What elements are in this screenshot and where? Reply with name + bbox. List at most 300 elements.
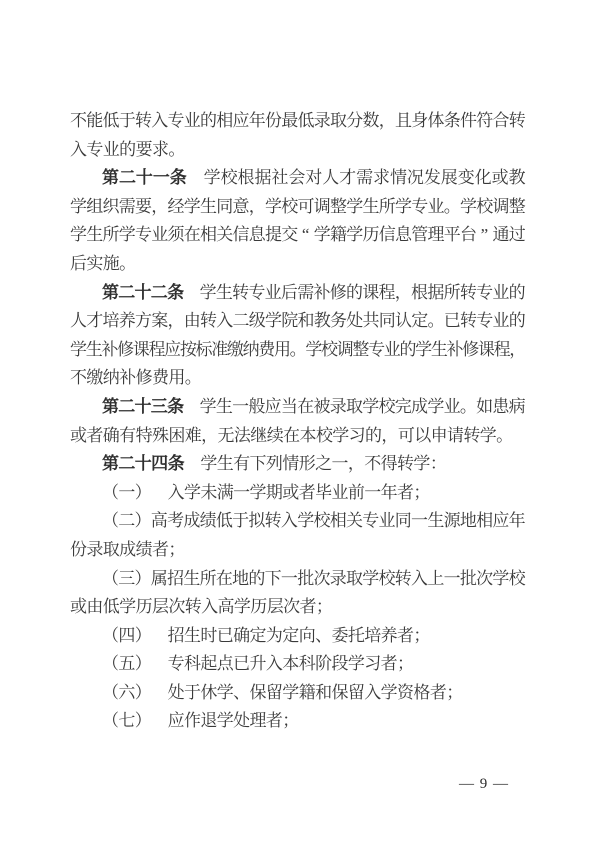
body-char: 作 (183, 711, 201, 731)
body-char: 专 (362, 511, 380, 531)
body-char: 学 (249, 482, 267, 502)
body-char: 务 (330, 311, 347, 331)
body-char: 学 (282, 682, 300, 702)
body-char: 的 (248, 568, 266, 588)
body-char: （ (102, 654, 119, 674)
article-heading-char: 二 (118, 168, 136, 188)
body-char: 二 (232, 311, 250, 331)
body-char: 合 (492, 111, 510, 130)
body-char: 本 (282, 654, 300, 674)
body-char: 取 (345, 568, 363, 588)
body-char: 学 (346, 225, 364, 245)
body-char: 者 (86, 425, 104, 445)
body-char: ） (134, 482, 152, 502)
body-char: （ (102, 711, 119, 731)
body-char: 不 (70, 111, 87, 130)
body-char: 补 (119, 368, 137, 388)
body-char: 才 (339, 168, 357, 188)
body-char: 案 (151, 311, 169, 331)
body-char: ， (151, 196, 169, 216)
body-char: 向 (298, 625, 316, 645)
body-char: 准 (211, 339, 229, 359)
body-char: 和 (315, 682, 333, 702)
body-char: 确 (102, 425, 120, 445)
body-char: 学 (305, 339, 323, 359)
body-char: 符 (476, 111, 494, 130)
body-char: 录 (86, 539, 104, 559)
body-char: 二 (118, 511, 136, 531)
body-char: 况 (406, 168, 424, 188)
body-char: 成 (119, 539, 137, 559)
body-char: 者 (298, 482, 316, 502)
text-line (70, 307, 525, 336)
body-char: 用 (168, 368, 186, 388)
body-char: 点 (216, 654, 234, 674)
body-char: 历 (362, 225, 380, 245)
body-char: 完 (394, 396, 412, 416)
body-char: 留 (347, 682, 365, 702)
body-char: 所 (378, 196, 396, 216)
body-char: 不 (364, 454, 382, 474)
body-char: 学 (460, 196, 477, 216)
body-char: 校 (378, 568, 396, 588)
body-char: 学 (347, 654, 365, 674)
body-char: （ (102, 511, 119, 531)
text-line (70, 679, 525, 708)
body-char: 年 (380, 482, 398, 502)
body-char: 取 (102, 539, 120, 559)
body-char: 业 (492, 282, 510, 302)
body-char: 五 (118, 654, 136, 674)
body-char: 培 (102, 311, 120, 331)
body-char: 意 (232, 196, 250, 216)
body-char: 习 (348, 425, 366, 445)
body-char: 在 (215, 568, 233, 588)
body-char: 殊 (151, 425, 169, 445)
body-char: 会 (288, 168, 306, 188)
article-heading-char: 十 (134, 282, 152, 302)
body-char: 年 (508, 511, 526, 531)
body-char: ； (168, 539, 186, 559)
body-char: 纳 (102, 368, 120, 388)
body-char: 。 (427, 311, 445, 331)
article-heading-char: 第 (102, 396, 119, 416)
body-char: 录 (329, 568, 347, 588)
body-char: 可 (297, 196, 315, 216)
body-char: 学 (265, 196, 282, 216)
text-line (70, 450, 525, 479)
body-char: 需 (118, 196, 136, 216)
body-char: 学 (216, 682, 234, 702)
body-char: ） (134, 511, 152, 531)
body-char: 入 (151, 111, 169, 130)
body-char: ， (509, 339, 527, 359)
body-char: （ (102, 682, 119, 702)
body-char: ； (413, 625, 431, 645)
body-char: 低 (297, 111, 315, 130)
body-char (151, 679, 167, 708)
body-char: 未 (200, 482, 218, 502)
body-char: 录 (329, 396, 347, 416)
text-line (70, 221, 525, 250)
body-char: 学 (297, 511, 315, 531)
body-char: 校 (378, 396, 396, 416)
body-char: 学 (200, 454, 218, 474)
body-char: ” (480, 225, 489, 245)
body-char: ） (134, 568, 152, 588)
article-heading-char: 四 (151, 454, 169, 474)
article-heading-char: 条 (169, 168, 187, 188)
body-char: 低 (215, 511, 233, 531)
body-char: 学 (70, 339, 87, 359)
body-char: 为 (265, 625, 283, 645)
body-char: 生 (85, 339, 103, 359)
body-char: 地 (232, 568, 250, 588)
body-char: 学 (118, 225, 136, 245)
body-char: 次 (283, 597, 301, 617)
body-char: 经 (167, 196, 185, 216)
body-char: 业 (102, 139, 120, 159)
body-char (184, 450, 200, 479)
body-char: 缴 (86, 368, 104, 388)
body-char: 层 (266, 597, 284, 617)
body-char: 招 (167, 625, 185, 645)
body-char (151, 479, 167, 508)
body-char: 教 (508, 168, 526, 188)
body-char: 生 (86, 225, 104, 245)
body-char: 对 (305, 168, 323, 188)
body-char: 整 (352, 339, 370, 359)
body-char: 课 (132, 339, 150, 359)
body-char: 转 (459, 282, 477, 302)
body-char: 业 (443, 396, 461, 416)
body-char: 、 (233, 682, 251, 702)
body-char: 籍 (298, 682, 316, 702)
body-char: 养 (118, 311, 136, 331)
body-char: 专 (476, 282, 494, 302)
body-char: 要 (135, 139, 153, 159)
body-char: 理 (427, 225, 445, 245)
body-char: 之 (315, 454, 333, 474)
body-char: 的 (508, 282, 526, 302)
body-char: 法 (233, 425, 251, 445)
body-char: 处 (346, 311, 364, 331)
body-char: 最 (281, 111, 299, 130)
body-char: 转 (264, 511, 282, 531)
body-char: 费 (151, 368, 169, 388)
body-char: 年 (248, 111, 266, 130)
body-char: 的 (399, 339, 417, 359)
body-char: 者 (299, 597, 317, 617)
body-char: 历 (135, 597, 153, 617)
body-char: 件 (460, 111, 477, 130)
body-char: 满 (216, 482, 234, 502)
body-char: 生 (200, 196, 217, 216)
body-char: 成 (183, 511, 201, 531)
body-char (151, 707, 167, 736)
body-char: 专 (135, 225, 152, 245)
body-char: 批 (459, 568, 477, 588)
article-heading-char: 条 (167, 396, 185, 416)
body-char: 院 (281, 311, 299, 331)
text-line (70, 565, 525, 594)
body-char: 业 (183, 111, 201, 130)
body-char: 入 (70, 139, 87, 159)
body-char: 一 (443, 568, 461, 588)
body-char: 所 (102, 225, 120, 245)
body-char: 形 (298, 454, 316, 474)
body-char: 修 (462, 339, 480, 359)
body-char: 一 (280, 568, 298, 588)
body-char: 课 (362, 282, 380, 302)
body-char: 条 (443, 111, 461, 130)
body-char: 。 (443, 196, 461, 216)
body-char: 不 (70, 368, 87, 388)
body-char: 体 (427, 111, 445, 130)
body-char: ， (378, 111, 396, 130)
text-line (70, 107, 525, 136)
body-char: 期 (265, 482, 283, 502)
body-char: 纳 (242, 339, 260, 359)
body-char: 取 (345, 396, 363, 416)
body-char: 用 (273, 339, 291, 359)
body-char: 下 (249, 454, 267, 474)
body-char: 学 (415, 339, 433, 359)
body-char: 学 (479, 425, 497, 445)
body-char: 后 (280, 282, 298, 302)
text-line (70, 479, 525, 508)
body-char: 四 (118, 625, 136, 645)
body-char: 整 (508, 196, 526, 216)
text-line (70, 279, 525, 308)
body-char: 相 (476, 511, 494, 531)
body-char: 认 (395, 311, 412, 331)
body-char: 定 (249, 625, 267, 645)
body-char: 转 (232, 282, 250, 302)
body-char: ， (201, 425, 219, 445)
body-char: 的 (365, 425, 383, 445)
body-char: 共 (362, 311, 380, 331)
body-char: 毕 (315, 482, 333, 502)
body-char (183, 279, 199, 308)
body-char: 缴 (226, 339, 244, 359)
text-line (70, 536, 525, 565)
text-line (70, 507, 525, 536)
body-char: 养 (380, 625, 398, 645)
body-char: 者 (397, 482, 415, 502)
body-char: 情 (389, 168, 407, 188)
body-char: 台 (460, 225, 477, 245)
body-char: 信 (378, 225, 396, 245)
body-char: 学 (492, 568, 510, 588)
body-char: 业 (383, 339, 401, 359)
body-char: 学 (119, 597, 137, 617)
body-char: 上 (427, 568, 445, 588)
body-char: 校 (220, 168, 238, 188)
body-char: 调 (492, 196, 510, 216)
body-char: 。 (168, 139, 186, 159)
article-heading-char: 十 (135, 168, 153, 188)
article-heading-char: 二 (150, 282, 168, 302)
body-char: 得 (380, 454, 398, 474)
body-char: 入 (265, 654, 283, 674)
body-char: 属 (150, 568, 168, 588)
body-char: 和 (297, 311, 315, 331)
body-char: 后 (70, 253, 87, 273)
body-char: 保 (249, 682, 267, 702)
body-char: 下 (264, 568, 282, 588)
body-char: 生 (362, 196, 380, 216)
body-char: 有 (233, 454, 251, 474)
body-char: 升 (249, 654, 267, 674)
article-heading-char: 二 (118, 282, 136, 302)
article-heading-char: 十 (134, 454, 152, 474)
body-char: 专 (411, 196, 429, 216)
body-char: 专 (368, 339, 386, 359)
body-char: 取 (330, 111, 347, 130)
article-heading-char: 第 (102, 168, 119, 188)
body-char: 校 (313, 511, 331, 531)
body-char: 息 (395, 225, 412, 245)
body-char: 生 (183, 568, 201, 588)
body-char: 管 (411, 225, 429, 245)
body-char: 业 (378, 511, 396, 531)
body-char: 一 (118, 482, 136, 502)
body-char: 息 (248, 225, 266, 245)
body-char: 者 (429, 682, 447, 702)
body-char: 发 (423, 168, 441, 188)
body-char: ： (429, 454, 447, 474)
body-char: 委 (331, 625, 349, 645)
body-char: 关 (345, 511, 363, 531)
body-char: 绩 (135, 539, 153, 559)
body-char: 分 (346, 111, 364, 130)
body-char: 六 (118, 682, 136, 702)
body-char: 格 (413, 682, 431, 702)
body-char: ； (397, 654, 415, 674)
body-char: 申 (430, 425, 448, 445)
body-char: 入 (411, 568, 429, 588)
body-char: 学 (203, 168, 221, 188)
body-char: 学 (362, 568, 380, 588)
body-char: 化 (474, 168, 492, 188)
body-char: 组 (86, 196, 104, 216)
body-char: 同 (378, 311, 396, 331)
body-char: 求 (151, 139, 169, 159)
body-char: 专 (476, 311, 494, 331)
body-char: 社 (271, 168, 289, 188)
body-char: 处 (167, 682, 185, 702)
body-char: “ (301, 225, 310, 245)
body-char: 在 (283, 425, 301, 445)
text-line (70, 250, 525, 279)
body-char: 人 (322, 168, 340, 188)
body-char: 学 (233, 597, 251, 617)
body-char: 程 (378, 282, 396, 302)
body-char: ， (347, 454, 365, 474)
body-char: 展 (440, 168, 458, 188)
body-char: 的 (200, 111, 217, 130)
body-char: 生 (216, 454, 234, 474)
body-char: 招 (167, 568, 185, 588)
body-char: 转 (463, 425, 481, 445)
body-char: 退 (200, 711, 218, 731)
body-char: 科 (183, 654, 201, 674)
body-char: 专 (86, 139, 104, 159)
text-line (70, 593, 525, 622)
body-char: 或 (282, 482, 300, 502)
body-char: 留 (265, 682, 283, 702)
body-char: 织 (102, 196, 120, 216)
body-char: 相 (216, 111, 234, 130)
text-line (70, 650, 525, 679)
body-char: 级 (248, 311, 266, 331)
body-char: 生 (215, 282, 233, 302)
body-char: 无 (217, 425, 235, 445)
body-char: 。 (119, 253, 137, 273)
body-char: 应 (167, 711, 185, 731)
body-char: 科 (298, 654, 316, 674)
body-char: 根 (411, 282, 429, 302)
body-char: ， (167, 311, 185, 331)
body-char: 。 (289, 339, 307, 359)
body-char: 才 (86, 311, 104, 331)
body-char: 修 (329, 282, 347, 302)
body-char: 于 (232, 511, 250, 531)
body-char: 能 (86, 111, 104, 130)
body-char: 般 (248, 396, 266, 416)
body-char: 低 (102, 597, 120, 617)
body-char: 在 (297, 396, 315, 416)
body-char: 实 (86, 253, 104, 273)
body-char: 调 (336, 339, 354, 359)
text-line (70, 336, 525, 365)
body-char: 困 (168, 425, 186, 445)
body-char: 由 (86, 597, 104, 617)
body-char: 如 (476, 396, 494, 416)
body-char: 继 (250, 425, 268, 445)
body-char: 施 (102, 253, 120, 273)
body-char: 本 (299, 425, 317, 445)
body-char: 调 (313, 196, 331, 216)
body-char: 。 (496, 425, 514, 445)
body-char: 转 (508, 111, 526, 130)
body-char: 者 (151, 539, 169, 559)
body-char: 份 (265, 111, 282, 130)
body-char: 者 (265, 711, 283, 731)
body-char: 过 (508, 225, 526, 245)
body-char: 需 (356, 168, 374, 188)
article-heading-char: 十 (134, 396, 152, 416)
body-char: 学 (199, 396, 217, 416)
body-char: 相 (329, 511, 347, 531)
body-char: 情 (282, 454, 300, 474)
body-char: 需 (297, 282, 315, 302)
body-char: 习 (364, 654, 382, 674)
body-char: 定 (282, 625, 300, 645)
body-char: 修 (117, 339, 135, 359)
body-char: 特 (135, 425, 153, 445)
body-char: 入 (201, 597, 219, 617)
page-number: — 9 — (459, 776, 509, 792)
body-char: 补 (101, 339, 119, 359)
body-char: 于 (183, 682, 201, 702)
body-char: 批 (297, 568, 315, 588)
body-char: 补 (313, 282, 331, 302)
body-char: ） (134, 682, 152, 702)
text-line (70, 164, 525, 193)
body-char: 数 (362, 111, 380, 130)
